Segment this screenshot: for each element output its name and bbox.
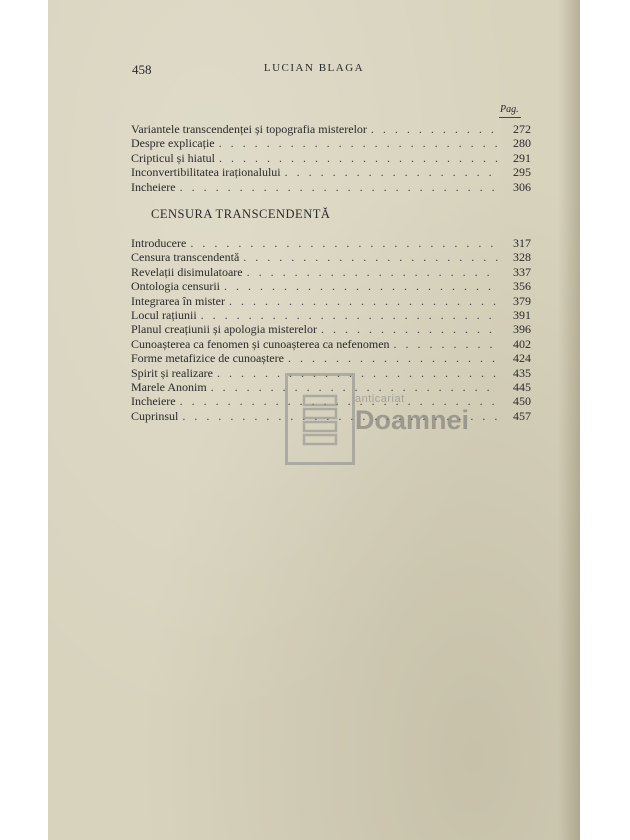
toc-entry-title: Despre explicație: [131, 136, 215, 151]
dot-leader: [285, 165, 499, 179]
toc-entry-title: Introducere: [131, 236, 187, 250]
toc-list-top: [131, 122, 531, 194]
toc-entry-page: 450: [513, 394, 531, 409]
dot-leader: [371, 122, 499, 136]
toc-entry-page: 445: [513, 379, 531, 394]
toc-entry-title: Cunoașterea ca fenomen și cunoașterea ca nefenomen: [131, 336, 390, 351]
toc-entry-page: 396: [513, 322, 531, 337]
toc-entry-title: Censura transcendentă: [131, 250, 240, 265]
toc-entry-title: Cuprinsul: [131, 408, 179, 423]
toc-entry-title: Incheiere: [131, 394, 176, 409]
toc-entry: [131, 180, 531, 194]
toc-entry-title: Locul rațiunii: [131, 307, 197, 322]
watermark-frame: [285, 373, 355, 465]
toc-entry: [131, 308, 531, 322]
toc-entry-title: Marele Anonim: [131, 379, 207, 394]
toc-entry-title: Planul creațiunii și apologia misterelor: [131, 322, 317, 337]
toc-entry-page: 291: [513, 150, 531, 165]
pag-underline: [499, 117, 521, 118]
book-page: [48, 0, 580, 840]
dot-leader: [321, 322, 499, 336]
toc-entry-page: 337: [513, 264, 531, 279]
page-header: [48, 62, 580, 78]
dot-leader: [180, 180, 499, 194]
toc-entry-title: Integrarea în mister: [131, 293, 225, 308]
toc-entry-title: Spirit și realizare: [131, 365, 213, 380]
toc-entry-title: Revelații disimulatoare: [131, 264, 243, 279]
toc-entry: [131, 279, 531, 293]
dot-leader: [190, 236, 499, 250]
dot-leader: [288, 351, 499, 365]
toc-entry-title: Forme metafizice de cunoaștere: [131, 351, 284, 366]
toc-entry-page: 306: [513, 179, 531, 194]
toc-entry-page: 272: [513, 122, 531, 136]
toc-entry: [131, 165, 531, 179]
toc-entry: [131, 122, 531, 136]
page-number: 458: [132, 62, 152, 77]
toc-entry-page: 402: [513, 336, 531, 351]
dot-leader: [201, 308, 499, 322]
dot-leader: [229, 294, 499, 308]
toc-entry: [131, 151, 531, 165]
toc-entry: [131, 337, 531, 351]
toc-entry-page: 391: [513, 307, 531, 322]
toc-entry-page: 457: [513, 408, 531, 423]
toc-entry-page: 317: [513, 236, 531, 250]
pag-column-label: Pag.: [500, 104, 519, 115]
dot-leader: [219, 151, 499, 165]
toc-entry: [131, 265, 531, 279]
toc-entry: [131, 250, 531, 264]
dot-leader: [243, 250, 499, 264]
toc-entry-title: Variantele transcendenței și topografia misterelor: [131, 122, 367, 136]
toc-entry-title: Incheiere: [131, 179, 176, 194]
toc-entry-page: 295: [513, 165, 531, 180]
toc-entry: [131, 236, 531, 250]
running-title: LUCIAN BLAGA: [263, 62, 365, 74]
dot-leader: [219, 136, 499, 150]
toc-entry-title: Cripticul și hiatul: [131, 150, 215, 165]
books-icon: [302, 390, 338, 448]
watermark-logo: [285, 373, 477, 463]
toc-entry: [131, 136, 531, 150]
toc-entry-page: 328: [513, 250, 531, 265]
toc-entry-page: 356: [513, 279, 531, 294]
toc-entry-page: 379: [513, 293, 531, 308]
toc-entry: [131, 294, 531, 308]
dot-leader: [394, 337, 499, 351]
toc-entry-title: Ontologia censurii: [131, 279, 220, 294]
toc-entry-page: 280: [513, 136, 531, 151]
watermark-big-text: Doamnei: [355, 405, 470, 435]
toc-entry-page: 435: [513, 365, 531, 380]
section-title: CENSURA TRANSCENDENTĂ: [151, 207, 331, 221]
dot-leader: [224, 279, 499, 293]
toc-entry-title: Inconvertibilitatea iraționalului: [131, 165, 281, 180]
dot-leader: [247, 265, 499, 279]
toc-entry: [131, 351, 531, 365]
watermark-small-text: anticariat: [355, 393, 405, 405]
toc-entry: [131, 322, 531, 336]
toc-entry-page: 424: [513, 351, 531, 366]
